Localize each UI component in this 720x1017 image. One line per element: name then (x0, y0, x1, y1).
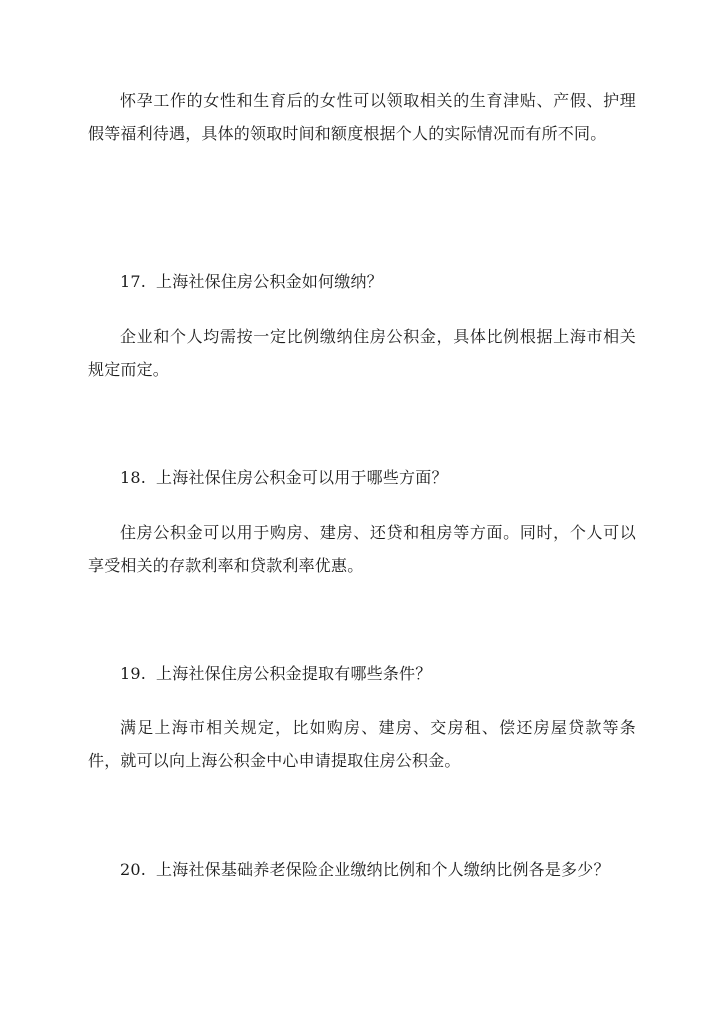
question-19 (120, 662, 650, 686)
question-text: 上海社保基础养老保险企业缴纳比例和个人缴纳比例各是多少？ (156, 860, 610, 879)
question-number: 18. (120, 468, 147, 487)
question-18 (120, 466, 650, 490)
question-number: 20. (120, 860, 147, 879)
question-text: 上海社保住房公积金提取有哪些条件？ (156, 664, 432, 683)
answer-paragraph-17: 企业和个人均需按一定比例缴纳住房公积金，具体比例根据上海市相关规定而定。 (88, 327, 636, 379)
question-20 (120, 858, 650, 882)
question-number: 19. (120, 664, 147, 683)
answer-paragraph-18: 住房公积金可以用于购房、建房、还贷和租房等方面。同时，个人可以享受相关的存款利率和贷款利率优惠。 (88, 523, 636, 575)
answer-paragraph-19: 满足上海市相关规定，比如购房、建房、交房租、偿还房屋贷款等条件，就可以向上海公积金中心申请提取住房公积金。 (88, 718, 636, 770)
answer-paragraph-intro: 怀孕工作的女性和生育后的女性可以领取相关的生育津贴、产假、护理假等福利待遇，具体的领取时间和额度根据个人的实际情况而有所不同。 (88, 91, 636, 143)
question-17 (120, 270, 650, 294)
question-number: 17. (120, 272, 147, 291)
question-text: 上海社保住房公积金如何缴纳？ (156, 272, 383, 291)
question-text: 上海社保住房公积金可以用于哪些方面？ (156, 468, 448, 487)
